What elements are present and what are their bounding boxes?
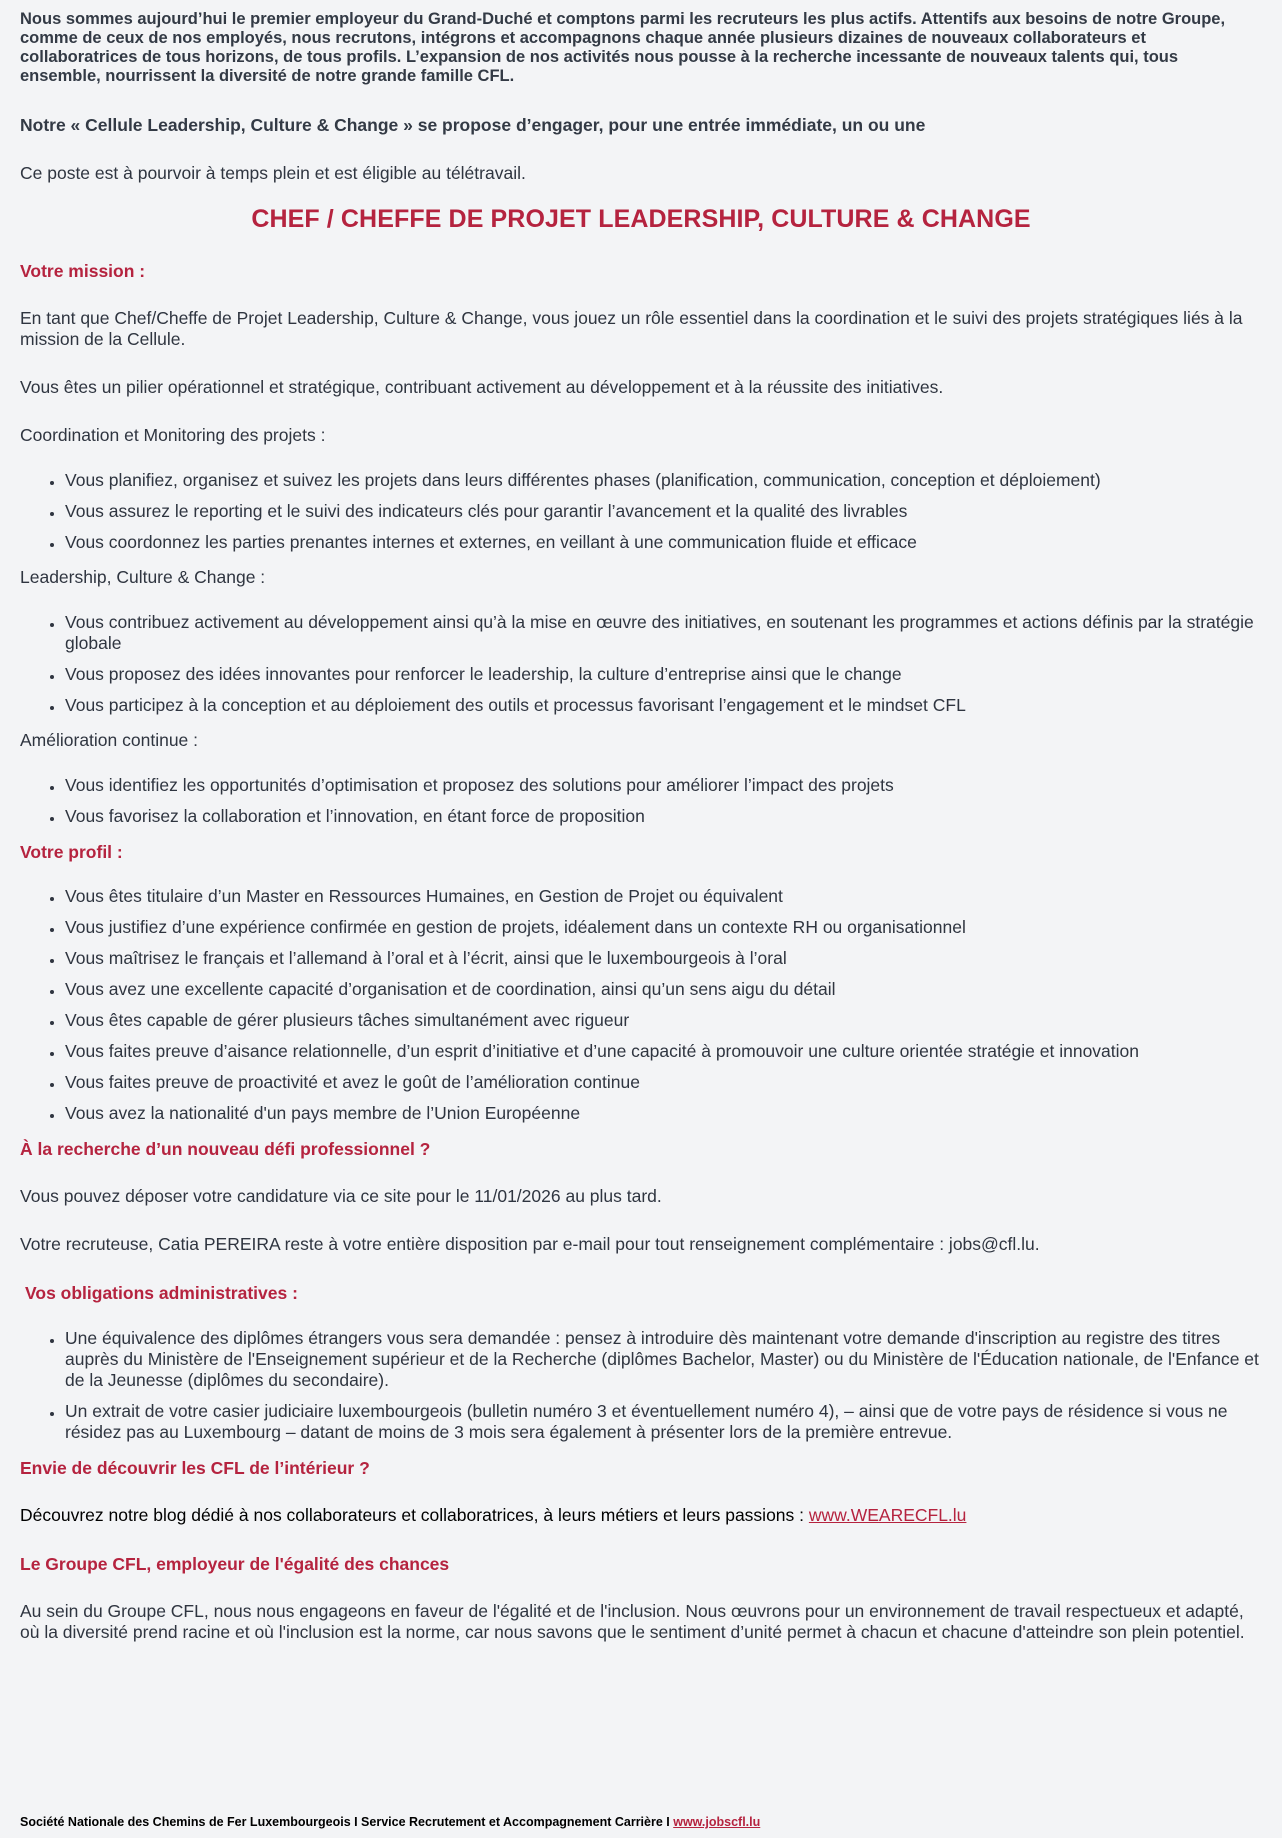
job-title: CHEF / CHEFFE DE PROJET LEADERSHIP, CULTURE & CHANGE <box>251 205 1031 233</box>
list-item: • Un extrait de votre casier judiciaire luxembourgeois (bulletin numéro 3 et éventuellement numéro 4), – ainsi que de votre pays de résidence si vous ne résidez pas au Luxembourg – datant de moins de 3 mois sera également à présenter lors de la première entrevue. <box>64 1401 1262 1443</box>
mission-paragraph: En tant que Chef/Cheffe de Projet Leadership, Culture & Change, vous jouez un rôle essentiel dans la coordination et le suivi des projets stratégiques liés à la mission de la Cellule. <box>20 308 1243 349</box>
footer <box>20 1815 760 1829</box>
recruiter-contact: Votre recruteuse, Catia PEREIRA reste à votre entière disposition par e-mail pour tout renseignement complémentaire : jobs@cfl.lu. <box>20 1234 1040 1254</box>
discover-text: Découvrez notre blog dédié à nos collaborateurs et collaboratrices, à leurs métiers et leurs passions : <box>20 1505 809 1525</box>
intro-paragraph: Nous sommes aujourd’hui le premier employeur du Grand-Duché et comptons parmi les recruteurs les plus actifs. Attentifs aux besoins de notre Groupe, comme de ceux de nos employés, nous recrutons, intégrons et accompagnons chaque année plusieurs dizaines de nouveaux collaborateurs et collaboratrices de tous horizons, de tous profils. L’expansion de nos activités nous pousse à la recherche incessante de nouveaux talents qui, tous ensemble, nourrissent la diversité de notre grande famille CFL. <box>20 10 1226 85</box>
availability-text: Ce poste est à pourvoir à temps plein et est éligible au télétravail. <box>20 163 526 183</box>
equality-paragraph: Au sein du Groupe CFL, nous nous engageons en faveur de l'égalité et de l'inclusion. Nous œuvrons pour un environnement de travail respectueux et adapté, où la diversité prend racine et où l'inclusion est la norme, car nous savons que le sentiment d’unité permet à chacun et chacune d'atteindre son plein potentiel. <box>20 1601 1245 1642</box>
profile-heading: Votre profil : <box>20 842 123 862</box>
list-item: • Vous favorisez la collaboration et l’innovation, en étant force de proposition <box>64 806 1262 827</box>
list-item: • Vous faites preuve de proactivité et avez le goût de l’amélioration continue <box>64 1072 1262 1093</box>
footer-text: Société Nationale des Chemins de Fer Luxembourgeois I Service Recrutement et Accompagnement Carrière I <box>20 1815 674 1829</box>
equality-heading: Le Groupe CFL, employeur de l'égalité des chances <box>20 1554 450 1574</box>
improvement-list <box>20 775 1262 827</box>
mission-heading: Votre mission : <box>20 261 146 281</box>
lead-paragraph: Notre « Cellule Leadership, Culture & Change » se propose d’engager, pour une entrée immédiate, un ou une <box>20 115 926 135</box>
improvement-label: Amélioration continue : <box>20 730 199 750</box>
list-item: • Vous contribuez activement au développement ainsi qu’à la mise en œuvre des initiatives, en soutenant les programmes et actions définis par la stratégie globale <box>64 612 1262 654</box>
job-posting <box>20 10 1262 1643</box>
challenge-heading: À la recherche d’un nouveau défi professionnel ? <box>20 1139 431 1159</box>
leadership-label: Leadership, Culture & Change : <box>20 567 266 587</box>
discover-paragraph <box>20 1505 1262 1526</box>
deadline-text: Vous pouvez déposer votre candidature via ce site pour le 11/01/2026 au plus tard. <box>20 1186 662 1206</box>
list-item: • Vous planifiez, organisez et suivez les projets dans leurs différentes phases (planification, communication, conception et déploiement) <box>64 470 1262 491</box>
obligations-heading: Vos obligations administratives : <box>25 1283 298 1303</box>
wearecfl-link[interactable]: www.WEARECFL.lu <box>808 1505 967 1525</box>
list-item: • Vous coordonnez les parties prenantes internes et externes, en veillant à une communication fluide et efficace <box>64 532 1262 553</box>
list-item: • Vous participez à la conception et au déploiement des outils et processus favorisant l’engagement et le mindset CFL <box>64 695 1262 716</box>
leadership-list <box>20 612 1262 716</box>
profile-list <box>20 886 1262 1124</box>
mission-paragraph-2: Vous êtes un pilier opérationnel et stratégique, contribuant activement au développement et à la réussite des initiatives. <box>20 377 944 397</box>
obligations-list <box>20 1328 1262 1443</box>
list-item: • Vous justifiez d’une expérience confirmée en gestion de projets, idéalement dans un contexte RH ou organisationnel <box>64 917 1262 938</box>
list-item: • Vous êtes capable de gérer plusieurs tâches simultanément avec rigueur <box>64 1010 1262 1031</box>
list-item: • Vous faites preuve d’aisance relationnelle, d’un esprit d’initiative et d’une capacité à promouvoir une culture orientée stratégie et innovation <box>64 1041 1262 1062</box>
list-item: • Vous proposez des idées innovantes pour renforcer le leadership, la culture d’entreprise ainsi que le change <box>64 664 1262 685</box>
list-item: • Vous avez la nationalité d'un pays membre de l’Union Européenne <box>64 1103 1262 1124</box>
list-item: • Vous maîtrisez le français et l’allemand à l’oral et à l’écrit, ainsi que le luxembourgeois à l’oral <box>64 948 1262 969</box>
coordination-list <box>20 470 1262 553</box>
list-item: • Vous êtes titulaire d’un Master en Ressources Humaines, en Gestion de Projet ou équivalent <box>64 886 1262 907</box>
discover-heading: Envie de découvrir les CFL de l’intérieur ? <box>20 1458 370 1478</box>
list-item: • Une équivalence des diplômes étrangers vous sera demandée : pensez à introduire dès maintenant votre demande d'inscription au registre des titres auprès du Ministère de l'Enseignement supérieur et de la Recherche (diplômes Bachelor, Master) ou du Ministère de l'Éducation nationale, de l'Enfance et de la Jeunesse (diplômes du secondaire). <box>64 1328 1262 1391</box>
coordination-label: Coordination et Monitoring des projets : <box>20 425 326 445</box>
list-item: • Vous assurez le reporting et le suivi des indicateurs clés pour garantir l’avancement et la qualité des livrables <box>64 501 1262 522</box>
jobscfl-link[interactable]: www.jobscfl.lu <box>673 1815 761 1829</box>
list-item: • Vous avez une excellente capacité d’organisation et de coordination, ainsi qu’un sens aigu du détail <box>64 979 1262 1000</box>
list-item: • Vous identifiez les opportunités d’optimisation et proposez des solutions pour améliorer l’impact des projets <box>64 775 1262 796</box>
